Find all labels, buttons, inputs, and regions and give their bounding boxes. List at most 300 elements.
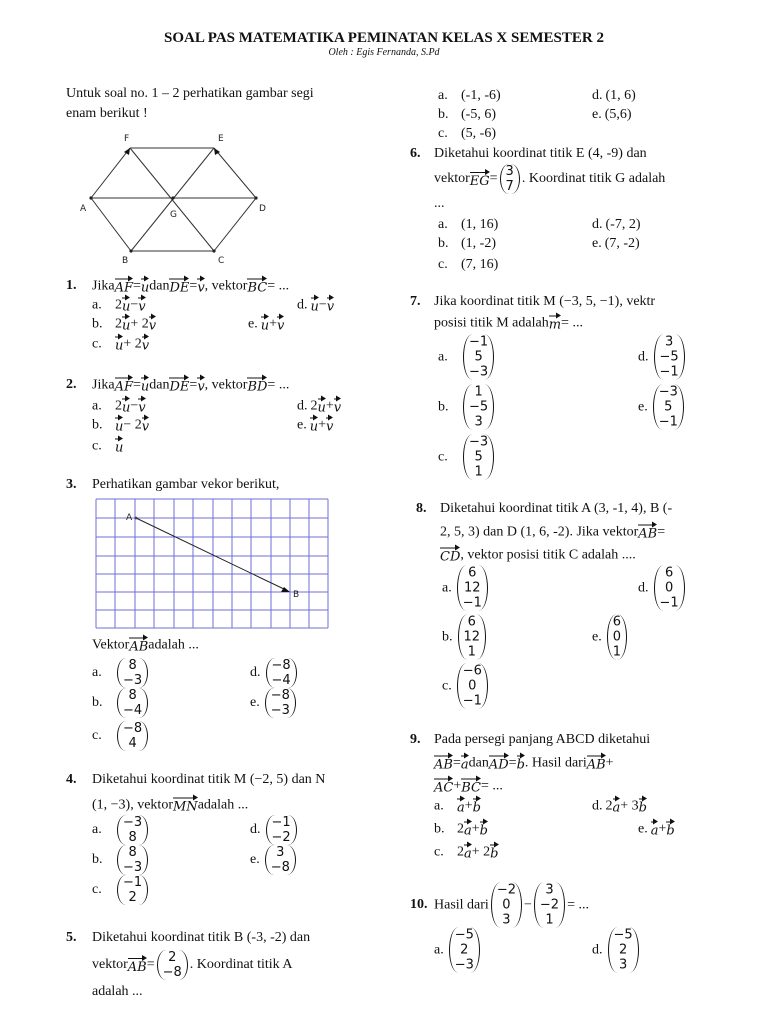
answer-option-b[interactable] bbox=[438, 107, 496, 123]
vector-component: −3 bbox=[469, 364, 489, 380]
option-label: d. bbox=[638, 580, 649, 595]
text-run: = bbox=[132, 278, 141, 293]
answer-option-d[interactable] bbox=[297, 296, 334, 315]
text-run: dan bbox=[149, 278, 170, 293]
column-vector bbox=[265, 688, 296, 718]
answer-option-e[interactable] bbox=[638, 820, 675, 839]
column-vector bbox=[157, 950, 188, 980]
text-run: Jika bbox=[92, 377, 115, 392]
text-run: = bbox=[189, 377, 198, 392]
answer-option-a[interactable] bbox=[438, 335, 496, 380]
question-text-line bbox=[440, 546, 636, 565]
vector-symbol: v bbox=[142, 335, 149, 354]
vector-component: −2 bbox=[539, 897, 560, 913]
question-text-line bbox=[434, 883, 589, 928]
text-run: = bbox=[189, 278, 198, 293]
text-run: dan bbox=[468, 755, 489, 770]
option-label: e. bbox=[248, 316, 258, 331]
vector-component: 1 bbox=[474, 464, 483, 480]
option-label: e. bbox=[592, 236, 602, 251]
text-run: + 2 bbox=[130, 316, 149, 331]
answer-option-c[interactable] bbox=[434, 843, 499, 862]
vector-component: 5 bbox=[664, 399, 673, 415]
vector-symbol: b bbox=[480, 820, 488, 839]
vector-component: 6 bbox=[467, 614, 476, 630]
text-run: . Hasil dari bbox=[524, 755, 587, 770]
option-label: c. bbox=[438, 449, 448, 464]
text-run: 2 bbox=[115, 297, 122, 312]
answer-option-e[interactable] bbox=[592, 107, 632, 123]
text-run: , vektor bbox=[204, 278, 248, 293]
vector-component: −1 bbox=[462, 693, 482, 709]
option-label: d. bbox=[250, 822, 261, 837]
option-label: b. bbox=[442, 629, 453, 644]
question-number: 8. bbox=[416, 501, 427, 516]
vector-symbol: v bbox=[138, 296, 145, 315]
question-number: 2. bbox=[66, 377, 77, 392]
answer-option-b[interactable] bbox=[92, 845, 150, 875]
option-label: c. bbox=[92, 336, 102, 351]
hex-label-F: F bbox=[124, 134, 130, 144]
answer-option-a[interactable] bbox=[434, 797, 481, 816]
text-run: Pada persegi panjang ABCD diketahui bbox=[434, 732, 651, 747]
option-label: c. bbox=[434, 844, 444, 859]
option-label: a. bbox=[92, 822, 102, 837]
answer-option-a[interactable] bbox=[438, 88, 501, 104]
question-text-line bbox=[434, 314, 583, 333]
question-text-line bbox=[92, 950, 292, 980]
vector-component: −8 bbox=[271, 658, 291, 673]
text-run: + bbox=[318, 417, 326, 432]
question-text-line bbox=[440, 501, 672, 517]
option-label: c. bbox=[92, 438, 102, 453]
option-label: e. bbox=[250, 852, 260, 867]
vector-component: 0 bbox=[468, 678, 477, 694]
text-run: (1, 16) bbox=[461, 217, 499, 232]
question-number: 4. bbox=[66, 772, 77, 787]
column-vector bbox=[500, 164, 520, 194]
vector-symbol: u bbox=[122, 397, 130, 416]
vector-symbol: v bbox=[334, 397, 341, 416]
text-run: (7, 16) bbox=[461, 257, 499, 272]
vector-symbol: DE bbox=[169, 277, 189, 296]
arrowhead-icon bbox=[214, 148, 220, 155]
answer-option-d[interactable] bbox=[250, 815, 299, 845]
answer-option-a[interactable] bbox=[434, 928, 482, 973]
vector-component: −4 bbox=[123, 703, 143, 718]
column-vector bbox=[449, 928, 480, 973]
text-run: = bbox=[452, 755, 461, 770]
intro-line-2: enam berikut ! bbox=[66, 106, 148, 121]
document-title: SOAL PAS MATEMATIKA PEMINATAN KELAS X SEMESTER 2 bbox=[164, 30, 604, 46]
answer-option-c[interactable] bbox=[92, 335, 149, 354]
answer-option-d[interactable] bbox=[250, 658, 299, 688]
text-run: Diketahui koordinat titik B (-3, -2) dan bbox=[92, 930, 311, 945]
text-run: Diketahui koordinat titik A (3, -1, 4), B (- bbox=[440, 501, 673, 516]
text-run: 2 bbox=[310, 398, 318, 413]
question-number: 10. bbox=[410, 897, 428, 912]
vector-symbol: EG bbox=[470, 170, 490, 189]
column-vector bbox=[117, 875, 148, 905]
text-run: − bbox=[130, 297, 139, 312]
question-text-line bbox=[434, 732, 650, 748]
vector-symbol: AB bbox=[128, 956, 147, 975]
question-text-line bbox=[92, 930, 310, 946]
vector-component: 3 bbox=[618, 957, 628, 973]
column-vector bbox=[117, 721, 148, 751]
vector-component: −3 bbox=[658, 384, 678, 400]
option-label: e. bbox=[638, 821, 648, 836]
vector-symbol: u bbox=[115, 437, 123, 456]
option-label: d. bbox=[638, 349, 649, 364]
vector-component: −1 bbox=[658, 414, 678, 430]
column-vector bbox=[117, 815, 148, 845]
text-run: + bbox=[464, 798, 473, 813]
vector-component: −1 bbox=[659, 364, 679, 380]
answer-option-c[interactable] bbox=[92, 437, 123, 456]
question-text-line bbox=[434, 196, 445, 212]
text-run: = bbox=[489, 171, 498, 186]
question-number: 7. bbox=[410, 294, 421, 309]
option-label: e. bbox=[250, 695, 260, 710]
vector-symbol: MN bbox=[173, 796, 198, 815]
question-text-line bbox=[92, 984, 143, 1000]
vector-symbol: a bbox=[613, 797, 621, 816]
text-run: 2, 5, 3) dan D (1, 6, -2). Jika vektor bbox=[440, 524, 639, 539]
vector-component: 3 bbox=[545, 882, 554, 898]
text-run: adalah ... bbox=[197, 797, 249, 812]
column-vector bbox=[266, 815, 297, 845]
vector-symbol: AB bbox=[638, 523, 657, 542]
vector-component: 8 bbox=[128, 688, 137, 703]
text-run: − 2 bbox=[123, 417, 142, 432]
vector-component: −8 bbox=[270, 688, 290, 703]
answer-option-d[interactable] bbox=[592, 88, 636, 104]
question-number: 3. bbox=[66, 477, 77, 492]
answer-option-c[interactable] bbox=[92, 875, 150, 905]
option-label: e. bbox=[592, 629, 602, 644]
text-run: (7, -2) bbox=[604, 236, 640, 251]
option-label: a. bbox=[92, 665, 102, 680]
hex-label-E: E bbox=[218, 134, 224, 144]
question-text-line bbox=[92, 376, 289, 395]
vector-symbol: u bbox=[261, 315, 269, 334]
answer-option-c[interactable] bbox=[438, 257, 498, 273]
intro-line-1: Untuk soal no. 1 – 2 perhatikan gambar segi bbox=[66, 86, 314, 101]
answer-option-e[interactable] bbox=[248, 315, 284, 334]
vector-component: 3 bbox=[664, 334, 674, 350]
question-text-line bbox=[434, 754, 614, 773]
vector-component: 2 bbox=[168, 950, 177, 965]
column-vector bbox=[117, 688, 148, 718]
vector-component: −8 bbox=[123, 721, 143, 736]
vector-symbol: b bbox=[666, 820, 674, 839]
vector-component: −5 bbox=[469, 399, 489, 415]
text-run: − bbox=[318, 297, 327, 312]
vector-symbol: CD bbox=[440, 546, 460, 565]
vector-component: 8 bbox=[128, 658, 137, 673]
answer-option-c[interactable] bbox=[442, 664, 490, 709]
vector-symbol: AD bbox=[489, 754, 509, 773]
answer-option-d[interactable] bbox=[297, 397, 341, 416]
text-run: vektor bbox=[434, 171, 470, 186]
vector-symbol: u bbox=[141, 376, 149, 395]
column-vector bbox=[491, 883, 522, 928]
vector-symbol: u bbox=[122, 315, 130, 334]
vector-grid-figure bbox=[96, 499, 328, 628]
option-label: b. bbox=[92, 695, 103, 710]
vector-symbol: v bbox=[142, 416, 149, 435]
text-run: + bbox=[325, 398, 334, 413]
vector-component: 5 bbox=[474, 449, 483, 465]
vector-symbol: a bbox=[464, 843, 472, 862]
column-vector bbox=[653, 385, 684, 430]
vector-component: −1 bbox=[462, 595, 482, 611]
vector-component: 2 bbox=[460, 942, 469, 958]
text-run: , vektor posisi titik C adalah .... bbox=[460, 547, 636, 562]
option-label: d. bbox=[592, 942, 603, 957]
vector-symbol: u bbox=[318, 397, 326, 416]
text-run: Jika bbox=[92, 278, 115, 293]
vector-component: −3 bbox=[123, 815, 143, 830]
text-run: + bbox=[471, 821, 480, 836]
vector-symbol: v bbox=[326, 416, 333, 435]
option-label: d. bbox=[250, 665, 261, 680]
text-run: posisi titik M adalah bbox=[434, 315, 549, 330]
text-run: + 3 bbox=[620, 798, 639, 813]
text-run: 2 bbox=[457, 821, 464, 836]
vector-component: −1 bbox=[659, 595, 679, 611]
vector-symbol: u bbox=[141, 277, 149, 296]
vector-component: −3 bbox=[469, 434, 489, 450]
text-run: 2 bbox=[115, 316, 122, 331]
text-run: 2 bbox=[605, 798, 613, 813]
option-label: a. bbox=[92, 297, 102, 312]
answer-option-b[interactable] bbox=[92, 416, 149, 435]
option-label: d. bbox=[592, 798, 603, 813]
vector-component: −1 bbox=[469, 334, 489, 350]
answer-option-d[interactable] bbox=[592, 928, 641, 973]
text-run: (1, 6) bbox=[605, 88, 636, 103]
vector-component: 5 bbox=[474, 349, 483, 365]
hex-label-D: D bbox=[259, 204, 266, 214]
vector-component: −5 bbox=[454, 927, 474, 943]
column-vector bbox=[534, 883, 565, 928]
column-vector bbox=[654, 335, 685, 380]
option-label: c. bbox=[92, 882, 102, 897]
answer-option-d[interactable] bbox=[592, 797, 647, 816]
vector-component: −8 bbox=[162, 965, 182, 980]
question-text-line bbox=[440, 523, 665, 542]
grid-label-B: B bbox=[293, 590, 300, 600]
arrowhead-icon bbox=[124, 148, 130, 155]
text-run: (-1, -6) bbox=[461, 88, 501, 103]
vector-component: −3 bbox=[123, 673, 143, 688]
vector-component: −5 bbox=[659, 349, 679, 365]
answer-option-c[interactable] bbox=[438, 126, 496, 142]
text-run: , vektor bbox=[204, 377, 248, 392]
text-run: = bbox=[146, 957, 155, 972]
answer-option-a[interactable] bbox=[442, 566, 490, 611]
text-run: − bbox=[524, 897, 532, 912]
text-run: . Koordinat titik G adalah bbox=[521, 171, 666, 186]
vector-component: 7 bbox=[505, 179, 514, 194]
hex-label-A: A bbox=[80, 204, 87, 214]
column-vector bbox=[266, 658, 297, 688]
vector-symbol: v bbox=[277, 315, 284, 334]
option-label: c. bbox=[92, 728, 102, 743]
vector-symbol: u bbox=[311, 296, 319, 315]
answer-option-e[interactable] bbox=[250, 845, 298, 875]
column-vector bbox=[463, 385, 494, 430]
text-run: (1, −3), vektor bbox=[92, 797, 173, 812]
hex-label-G: G bbox=[170, 210, 177, 220]
answer-option-b[interactable] bbox=[438, 236, 496, 252]
option-label: a. bbox=[92, 398, 102, 413]
text-run: Vektor bbox=[92, 637, 130, 652]
option-label: e. bbox=[297, 417, 307, 432]
vector-component: −3 bbox=[123, 860, 143, 875]
text-run: Diketahui koordinat titik M (−2, 5) dan N bbox=[92, 772, 326, 787]
hex-label-C: C bbox=[218, 256, 225, 266]
grid-label-A: A bbox=[126, 513, 133, 523]
vector-component: 0 bbox=[612, 629, 621, 645]
vector-symbol: a bbox=[464, 820, 472, 839]
vector-component: −4 bbox=[271, 673, 291, 688]
answer-option-e[interactable] bbox=[592, 615, 629, 660]
vector-component: −1 bbox=[271, 815, 291, 830]
vector-symbol: m bbox=[549, 314, 561, 333]
option-label: b. bbox=[92, 417, 103, 432]
option-label: d. bbox=[297, 398, 308, 413]
vector-symbol: u bbox=[310, 416, 318, 435]
answer-option-d[interactable] bbox=[638, 335, 687, 380]
vector-symbol: a bbox=[461, 754, 469, 773]
vector-symbol: v bbox=[327, 296, 334, 315]
text-run: = ... bbox=[267, 278, 290, 293]
question-number: 1. bbox=[66, 278, 77, 293]
answer-option-e[interactable] bbox=[638, 385, 686, 430]
answer-option-c[interactable] bbox=[438, 435, 496, 480]
vector-component: 2 bbox=[128, 890, 137, 905]
text-run: = bbox=[508, 755, 517, 770]
vector-symbol: DE bbox=[169, 376, 189, 395]
question-number: 5. bbox=[66, 930, 77, 945]
column-vector bbox=[457, 664, 488, 709]
vector-symbol: a bbox=[457, 797, 465, 816]
arrowhead-icon bbox=[281, 587, 290, 592]
vector-component: −2 bbox=[271, 830, 291, 845]
vector-component: 12 bbox=[464, 580, 481, 596]
vector-component: 8 bbox=[128, 830, 137, 845]
answer-option-e[interactable] bbox=[592, 236, 640, 252]
question-text-line bbox=[434, 164, 665, 194]
vector-symbol: AF bbox=[115, 376, 133, 395]
answer-option-a[interactable] bbox=[438, 217, 498, 233]
question-text-line bbox=[434, 294, 655, 310]
answer-option-a[interactable] bbox=[92, 296, 146, 315]
question-text-line bbox=[434, 146, 647, 162]
answer-option-b[interactable] bbox=[442, 615, 488, 660]
answer-option-a[interactable] bbox=[92, 658, 150, 688]
text-run: (1, -2) bbox=[461, 236, 496, 251]
text-run: = ... bbox=[267, 377, 290, 392]
answer-option-b[interactable] bbox=[92, 688, 150, 718]
option-label: e. bbox=[638, 399, 648, 414]
vector-component: 4 bbox=[128, 736, 137, 751]
question-text-line bbox=[92, 636, 199, 655]
vector-component: 2 bbox=[618, 942, 628, 958]
text-run: + bbox=[269, 316, 277, 331]
text-run: + 2 bbox=[123, 336, 142, 351]
answer-option-b[interactable] bbox=[434, 820, 488, 839]
hexagon-figure bbox=[91, 148, 256, 251]
text-run: = ... bbox=[567, 897, 589, 912]
answer-option-e[interactable] bbox=[250, 688, 298, 718]
vector-symbol: BC bbox=[247, 277, 267, 296]
vector-symbol: b bbox=[473, 797, 481, 816]
option-label: b. bbox=[92, 316, 103, 331]
vector-symbol: AC bbox=[434, 777, 453, 796]
vector-component: 1 bbox=[612, 644, 621, 660]
vector-component: −5 bbox=[613, 927, 633, 943]
vector-symbol: v bbox=[149, 315, 156, 334]
option-label: d. bbox=[297, 297, 308, 312]
vector-component: 12 bbox=[463, 629, 481, 645]
answer-option-a[interactable] bbox=[92, 815, 150, 845]
text-run: dan bbox=[149, 377, 170, 392]
text-run: + bbox=[605, 755, 614, 770]
option-label: b. bbox=[434, 821, 445, 836]
text-run: (5,6) bbox=[604, 107, 632, 122]
column-vector bbox=[117, 658, 148, 688]
vector-component: −3 bbox=[454, 957, 474, 973]
answer-option-a[interactable] bbox=[92, 397, 146, 416]
answer-option-b[interactable] bbox=[438, 385, 496, 430]
answer-option-d[interactable] bbox=[592, 217, 641, 233]
vector-component: 6 bbox=[612, 614, 621, 630]
text-run: (5, -6) bbox=[461, 126, 496, 141]
answer-option-e[interactable] bbox=[297, 416, 333, 435]
option-label: b. bbox=[438, 236, 449, 251]
vector-symbol: b bbox=[490, 843, 498, 862]
vector-component: −1 bbox=[123, 875, 143, 890]
option-label: a. bbox=[434, 798, 444, 813]
text-run: + bbox=[658, 821, 667, 836]
question-text-line bbox=[434, 777, 503, 796]
vector-component: 3 bbox=[505, 164, 514, 179]
vector-component: 1 bbox=[467, 644, 476, 660]
text-run: Perhatikan gambar vekor berikut, bbox=[92, 477, 280, 492]
text-run: = bbox=[657, 524, 666, 539]
document-author: Oleh : Egis Fernanda, S.Pd bbox=[328, 47, 440, 58]
column-vector bbox=[607, 615, 627, 660]
text-run: = ... bbox=[481, 778, 503, 793]
question-text-line bbox=[92, 477, 279, 493]
answer-option-b[interactable] bbox=[92, 315, 156, 334]
vector-symbol: AB bbox=[129, 636, 148, 655]
option-label: c. bbox=[442, 678, 452, 693]
option-label: e. bbox=[592, 107, 602, 122]
question-text-line bbox=[92, 796, 248, 815]
answer-option-d[interactable] bbox=[638, 566, 687, 611]
vector-symbol: AF bbox=[115, 277, 133, 296]
vector-symbol: AB bbox=[587, 754, 606, 773]
answer-option-c[interactable] bbox=[92, 721, 150, 751]
text-run: ... bbox=[434, 196, 445, 211]
hex-label-B: B bbox=[122, 256, 129, 266]
text-run: + 2 bbox=[471, 844, 491, 859]
